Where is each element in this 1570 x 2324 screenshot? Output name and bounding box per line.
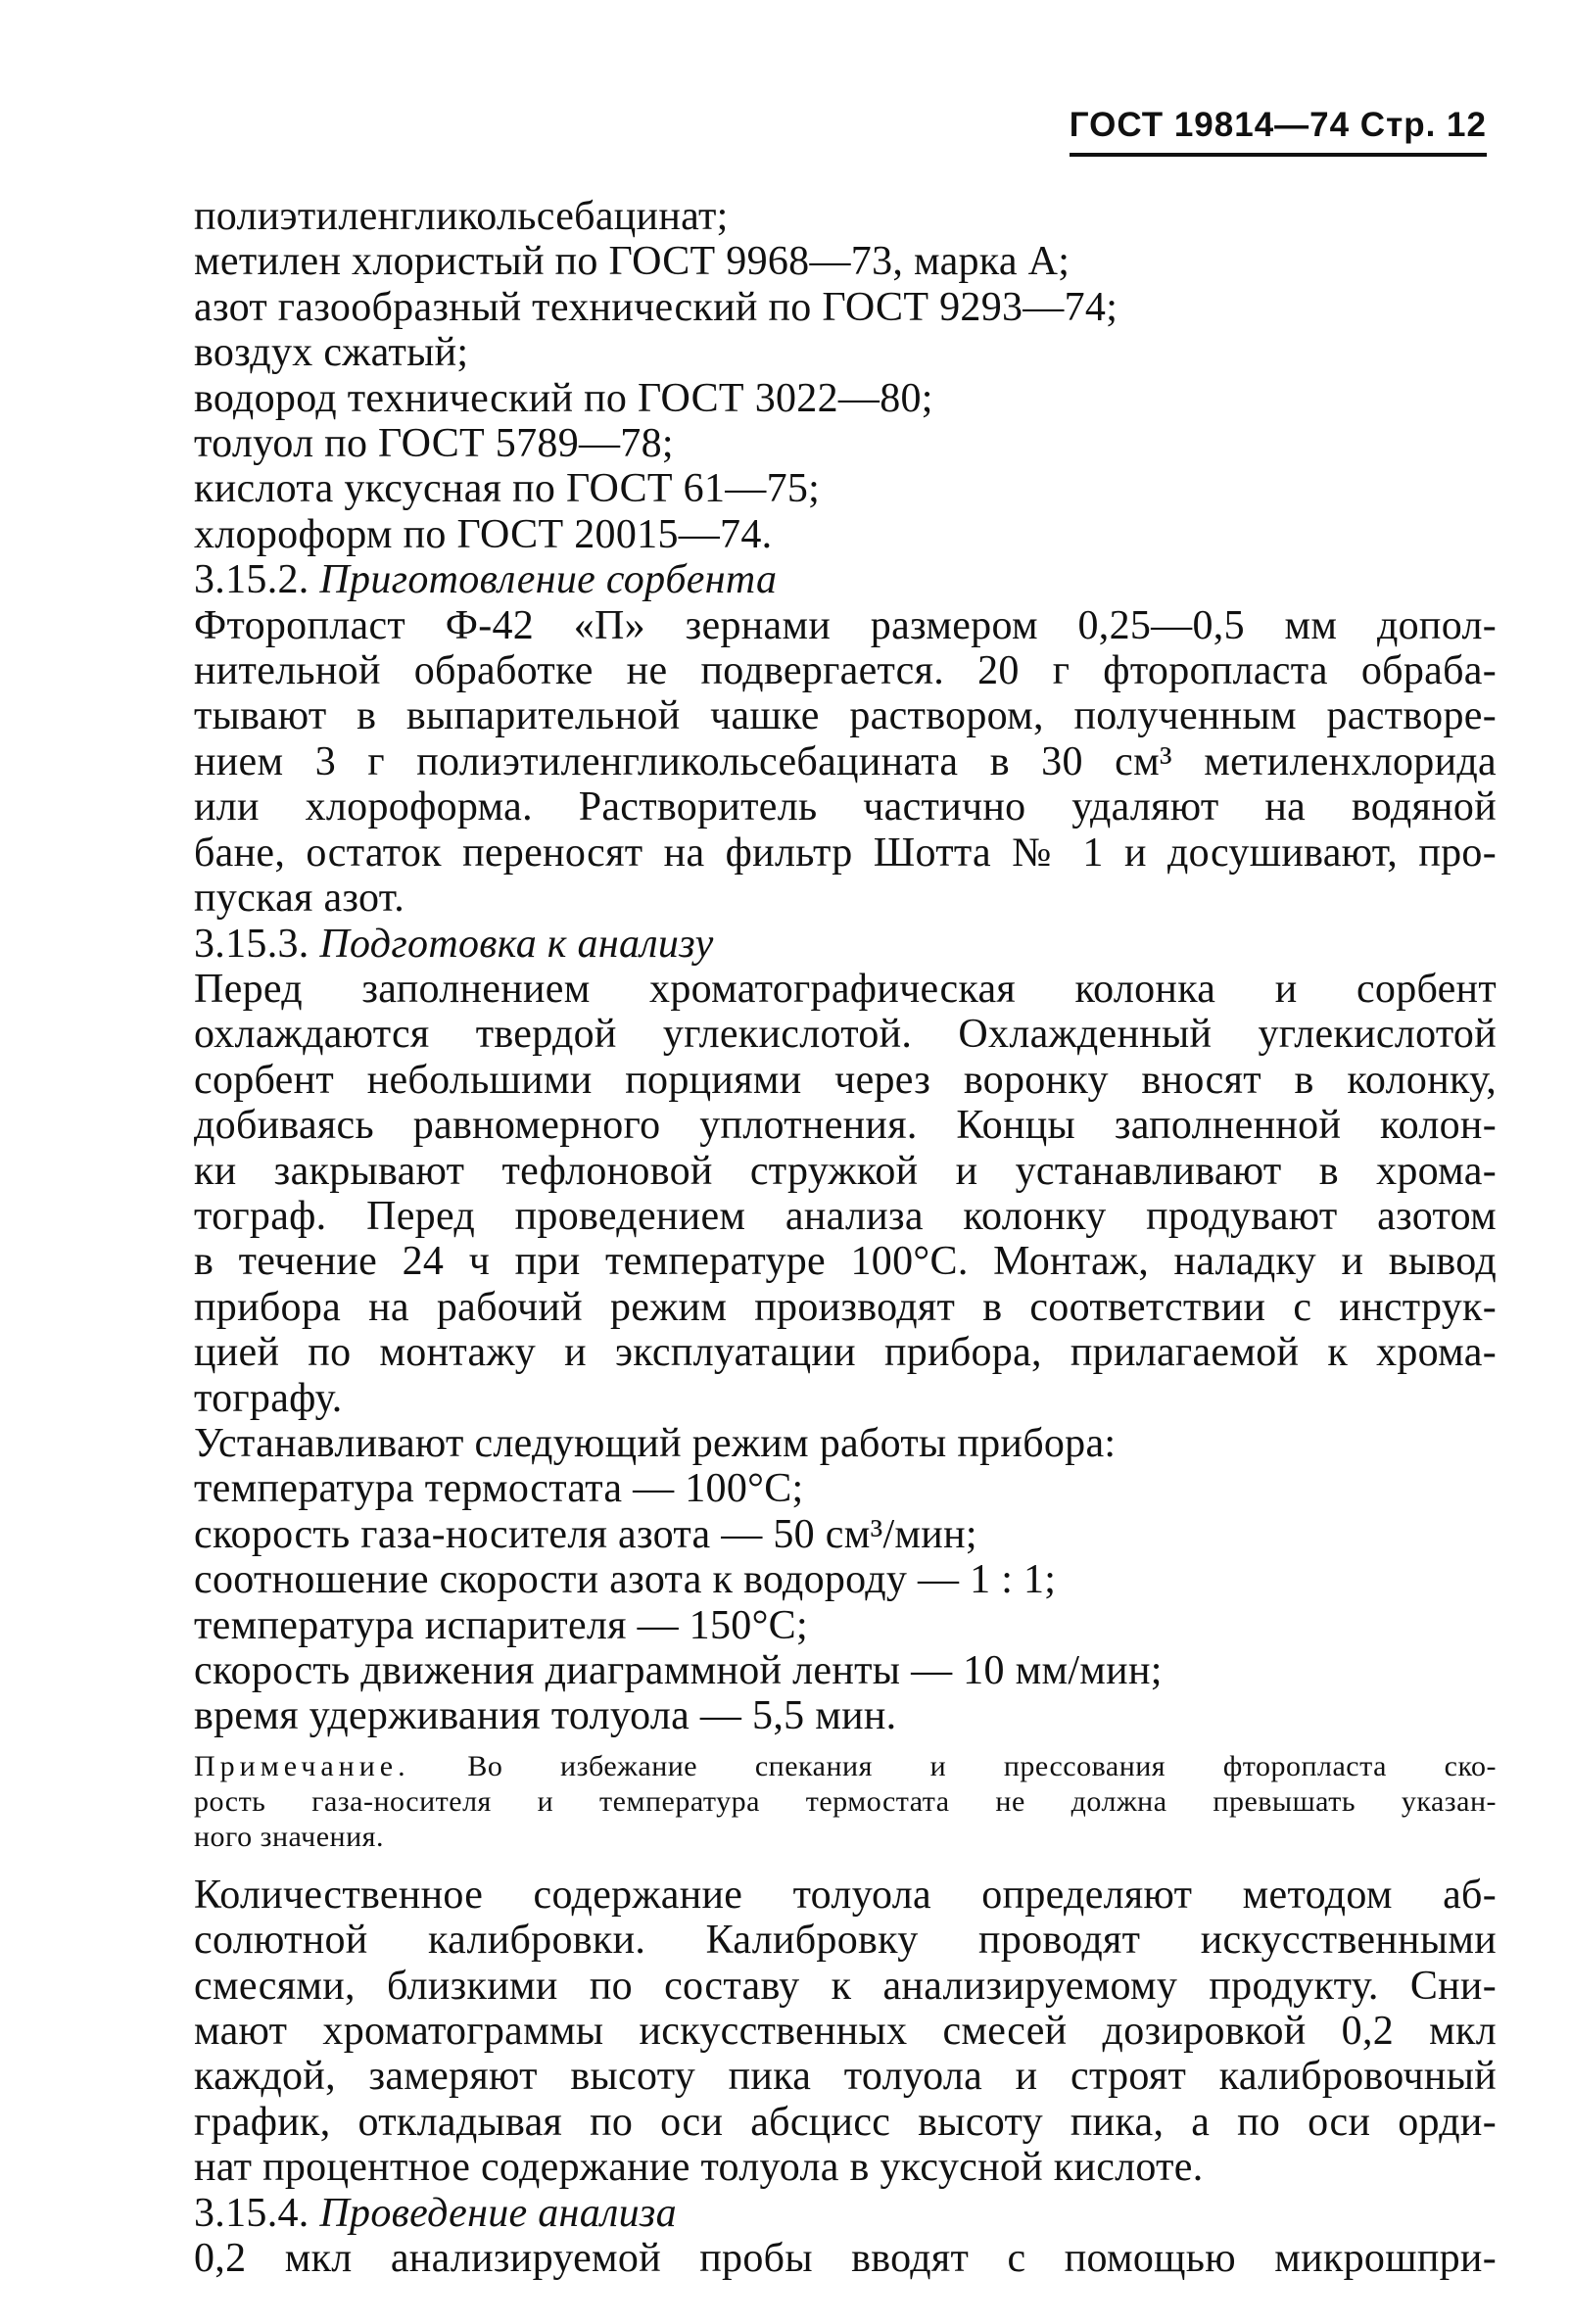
note-line <box>194 1749 1497 1784</box>
note-label: Примечание. <box>194 1749 410 1782</box>
list-item: соотношение скорости азота к водороду — 1 : 1; <box>194 1557 1057 1603</box>
text-line: Фторопласт Ф-42 «П» зернами размером 0,25—0,5 мм допол- <box>194 602 1497 648</box>
text-line: каждой, замеряют высоту пика толуола и строят калибровочный <box>194 2054 1497 2100</box>
section-number: 3.15.3. <box>194 921 309 967</box>
section-title: Подготовка к анализу <box>319 921 714 967</box>
text-line: тографу. <box>194 1375 343 1421</box>
text-line: смесями, близкими по составу к анализируемому продукту. Сни- <box>194 1963 1497 2009</box>
list-item: воздух сжатый; <box>194 330 469 376</box>
section-number: 3.15.4. <box>194 2190 309 2236</box>
text-line: добиваясь равномерного уплотнения. Концы заполненной колон- <box>194 1103 1497 1149</box>
text-line: цией по монтажу и эксплуатации прибора, прилагаемой к хрома- <box>194 1330 1497 1376</box>
list-item: время удерживания толуола — 5,5 мин. <box>194 1693 897 1739</box>
list-item: кислота уксусная по ГОСТ 61—75; <box>194 466 821 512</box>
reagent-list <box>194 194 1497 557</box>
list-item: хлороформ по ГОСТ 20015—74. <box>194 511 773 557</box>
text-line: график, откладывая по оси абсцисс высоту пика, а по оси орди- <box>194 2099 1497 2145</box>
paragraph <box>194 1873 1497 2191</box>
text-line: нат процентное содержание толуола в уксусной кислоте. <box>194 2145 1204 2191</box>
section-heading <box>194 922 1497 967</box>
text-line: бане, остаток переносят на фильтр Шотта № 1 и досушивают, про- <box>194 830 1497 876</box>
list-item: полиэтиленгликольсебацинат; <box>194 194 729 239</box>
list-item: температура термостата — 100°С; <box>194 1466 804 1512</box>
text-line: нием 3 г полиэтиленгликольсебацината в 30 см³ метиленхлорида <box>194 738 1497 784</box>
text-line: в течение 24 ч при температуре 100°С. Монтаж, наладку и вывод <box>194 1239 1497 1285</box>
section-title: Приготовление сорбента <box>319 557 778 603</box>
paragraph <box>194 967 1497 1421</box>
note-text: Во избежание спекания и прессования фторопласта ско- <box>409 1749 1497 1782</box>
text-line: нительной обработке не подвергается. 20 г фторопласта обраба- <box>194 648 1497 694</box>
text-line: Перед заполнением хроматографическая колонка и сорбент <box>194 966 1497 1012</box>
document-body <box>194 194 1497 2281</box>
text-line: тывают в выпарительной чашке раствором, полученным растворе- <box>194 693 1497 739</box>
mode-list <box>194 1466 1497 1738</box>
text-line: ки закрывают тефлоновой стружкой и устанавливают в хрома- <box>194 1148 1497 1194</box>
text-line: или хлороформа. Растворитель частично удаляют на водяной <box>194 784 1497 830</box>
text-line: сорбент небольшими порциями через воронку вносят в колонку, <box>194 1057 1497 1103</box>
list-item: скорость газа-носителя азота — 50 см³/мин; <box>194 1511 977 1557</box>
section-number: 3.15.2. <box>194 557 309 603</box>
text-line: тограф. Перед проведением анализа колонку продувают азотом <box>194 1193 1497 1239</box>
text-line: Количественное содержание толуола определяют методом аб- <box>194 1872 1497 1918</box>
section-title: Проведение анализа <box>319 2190 677 2236</box>
list-item: скорость движения диаграммной ленты — 10 мм/мин; <box>194 1648 1163 1693</box>
text-line: мают хроматограммы искусственных смесей дозировкой 0,2 мкл <box>194 2009 1497 2055</box>
text-line: пуская азот. <box>194 876 405 922</box>
section-heading <box>194 557 1497 602</box>
list-item: водород технический по ГОСТ 3022—80; <box>194 375 933 421</box>
text-line: 0,2 мкл анализируемой пробы вводят с помощью микрошпри- <box>194 2236 1497 2282</box>
list-item: метилен хлористый по ГОСТ 9968—73, марка А; <box>194 239 1070 285</box>
paragraph <box>194 603 1497 922</box>
note-line: рость газа-носителя и температура термостата не должна превышать указан- <box>194 1784 1497 1818</box>
page-header: ГОСТ 19814—74 Стр. 12 <box>1070 106 1487 157</box>
text-line: прибора на рабочий режим производят в соответствии с инструк- <box>194 1284 1497 1330</box>
section-heading <box>194 2191 1497 2236</box>
text-line: охлаждаются твердой углекислотой. Охлажденный углекислотой <box>194 1012 1497 1058</box>
text-line: солютной калибровки. Калибровку проводят искусственными <box>194 1918 1497 1964</box>
note-line: ного значения. <box>194 1820 384 1853</box>
list-item: температура испарителя — 150°С; <box>194 1602 808 1648</box>
list-item: толуол по ГОСТ 5789—78; <box>194 421 674 467</box>
paragraph <box>194 2236 1497 2281</box>
mode-intro: Устанавливают следующий режим работы прибора: <box>194 1420 1117 1466</box>
note-block <box>194 1749 1497 1855</box>
list-item: азот газообразный технический по ГОСТ 9293—74; <box>194 284 1118 330</box>
